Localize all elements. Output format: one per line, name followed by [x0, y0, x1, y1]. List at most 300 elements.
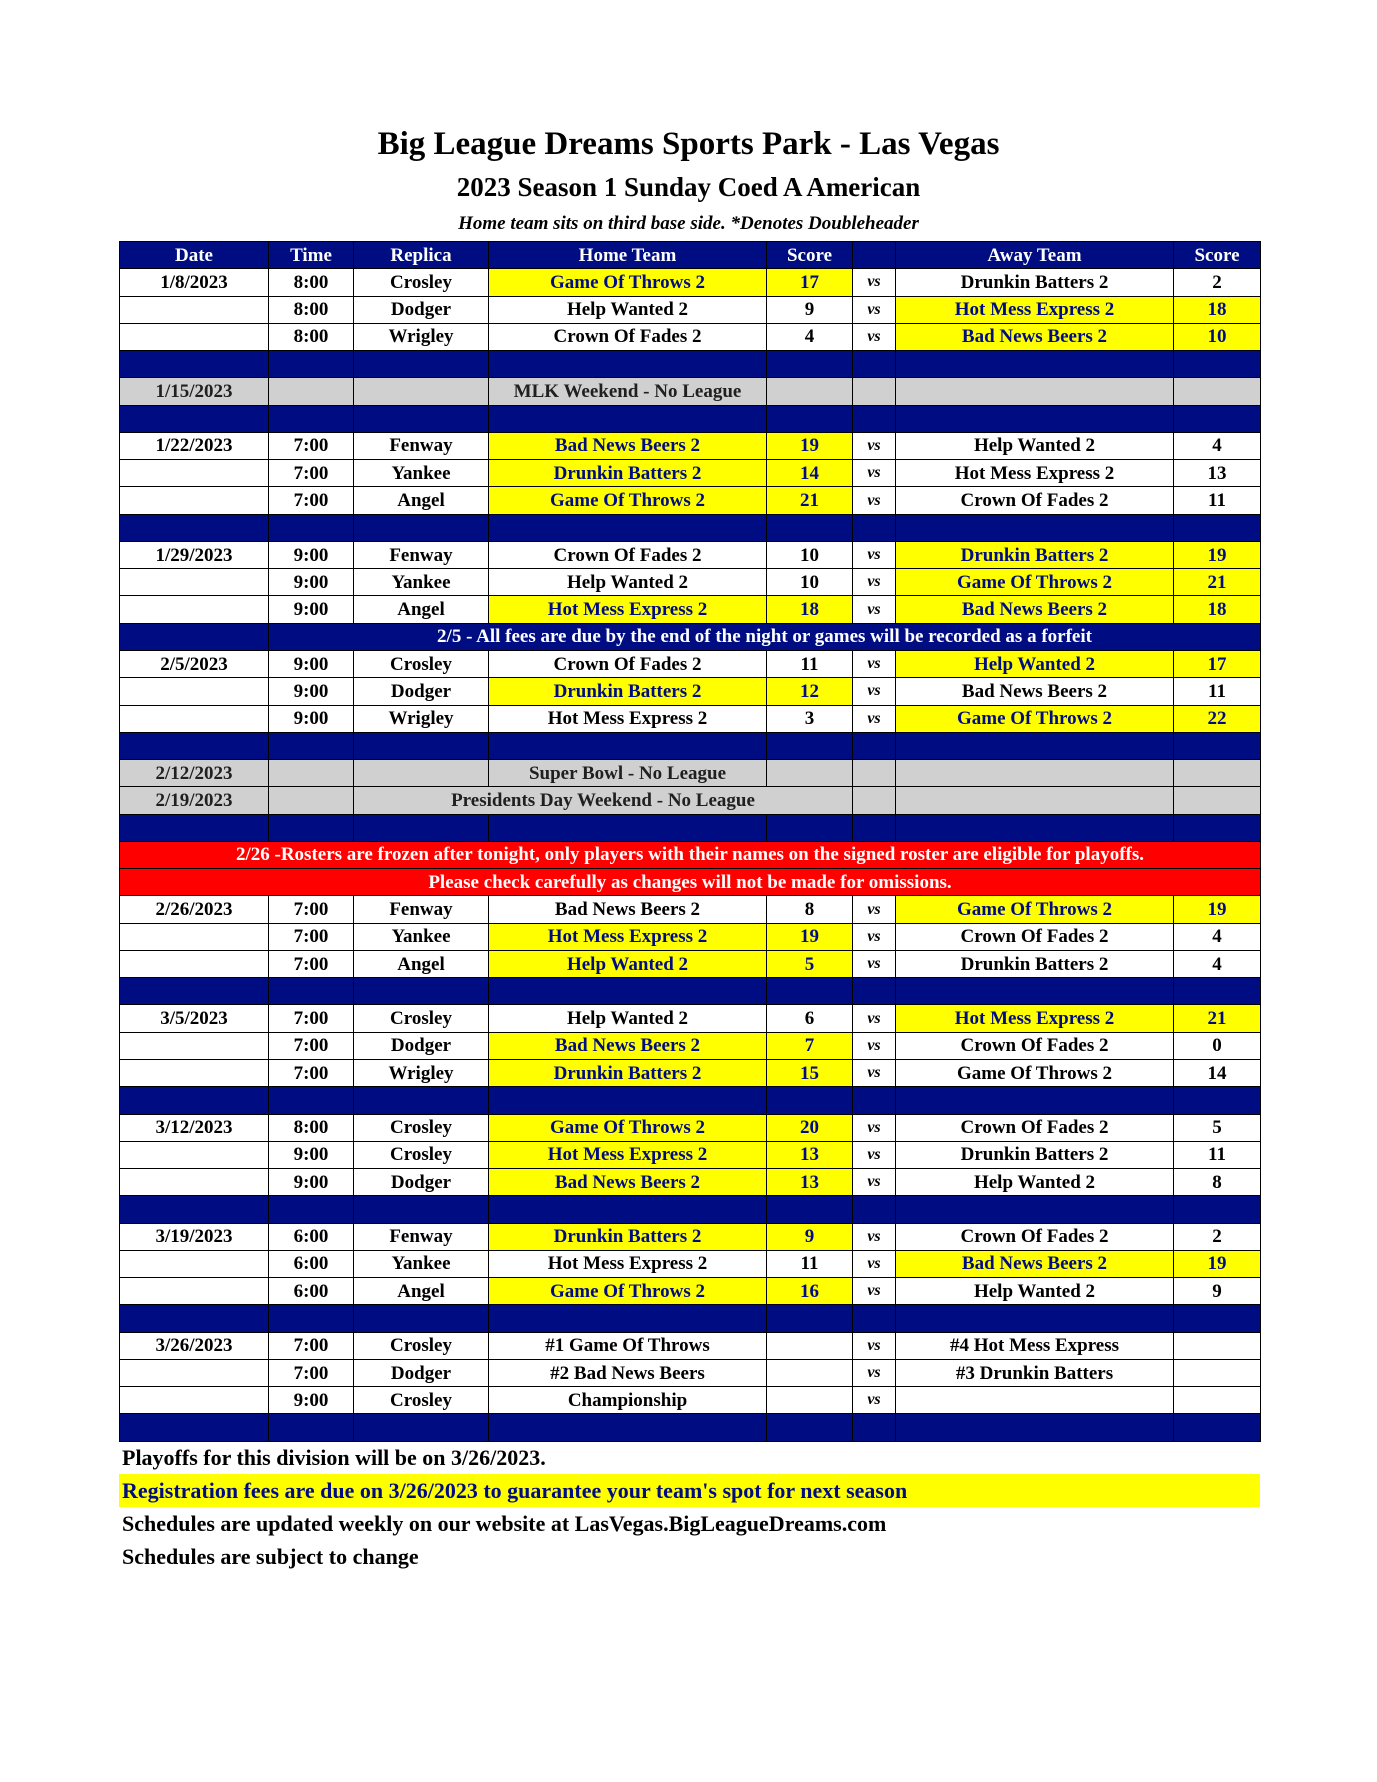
separator-cell	[120, 351, 269, 378]
separator-cell	[1174, 405, 1261, 432]
vs-label: vs	[853, 269, 896, 296]
away-score	[1174, 1359, 1261, 1386]
game-date	[120, 323, 269, 350]
separator-row	[120, 1305, 1261, 1332]
vs-label: vs	[853, 1114, 896, 1141]
separator-cell	[853, 1196, 896, 1223]
separator-cell	[269, 1414, 354, 1441]
vs-label: vs	[853, 596, 896, 623]
game-time: 7:00	[269, 432, 354, 459]
separator-cell	[896, 1414, 1174, 1441]
home-team: Help Wanted 2	[489, 569, 767, 596]
separator-cell	[767, 1196, 853, 1223]
game-row	[120, 1359, 1261, 1386]
game-date	[120, 1387, 269, 1414]
vs-label: vs	[853, 923, 896, 950]
vs-label: vs	[853, 1169, 896, 1196]
away-team: #3 Drunkin Batters	[896, 1359, 1174, 1386]
home-team: Bad News Beers 2	[489, 1032, 767, 1059]
time-cell	[269, 787, 354, 814]
away-team: Hot Mess Express 2	[896, 1005, 1174, 1032]
roster-notice-text: 2/26 -Rosters are frozen after tonight, only players with their names on the signed roster are eligible for playoffs.	[120, 841, 1261, 868]
separator-cell	[120, 1305, 269, 1332]
separator-cell	[269, 732, 354, 759]
empty-cell	[896, 760, 1174, 787]
vs-label: vs	[853, 1332, 896, 1359]
home-team: Championship	[489, 1387, 767, 1414]
game-time: 9:00	[269, 1141, 354, 1168]
replica-field: Angel	[354, 1278, 489, 1305]
home-team: Game Of Throws 2	[489, 269, 767, 296]
game-time: 7:00	[269, 950, 354, 977]
replica-cell	[354, 760, 489, 787]
game-row	[120, 650, 1261, 677]
game-row	[120, 1141, 1261, 1168]
separator-cell	[1174, 1414, 1261, 1441]
away-score: 11	[1174, 678, 1261, 705]
separator-cell	[354, 351, 489, 378]
vs-label: vs	[853, 650, 896, 677]
replica-field: Wrigley	[354, 1059, 489, 1086]
game-row	[120, 1278, 1261, 1305]
separator-row	[120, 1414, 1261, 1441]
column-header-away-team: Away Team	[896, 242, 1174, 269]
vs-label: vs	[853, 1005, 896, 1032]
replica-field: Dodger	[354, 1169, 489, 1196]
game-time: 7:00	[269, 923, 354, 950]
game-row	[120, 678, 1261, 705]
replica-field: Angel	[354, 596, 489, 623]
home-team: Help Wanted 2	[489, 296, 767, 323]
home-score: 15	[767, 1059, 853, 1086]
separator-cell	[489, 514, 767, 541]
game-row	[120, 1250, 1261, 1277]
separator-cell	[269, 814, 354, 841]
away-score: 10	[1174, 323, 1261, 350]
separator-cell	[354, 1087, 489, 1114]
separator-cell	[767, 732, 853, 759]
vs-label: vs	[853, 1278, 896, 1305]
replica-field: Crosley	[354, 1387, 489, 1414]
home-score: 19	[767, 432, 853, 459]
game-date: 2/26/2023	[120, 896, 269, 923]
home-score: 6	[767, 1005, 853, 1032]
home-team: #2 Bad News Beers	[489, 1359, 767, 1386]
home-team: Bad News Beers 2	[489, 432, 767, 459]
replica-field: Crosley	[354, 1005, 489, 1032]
home-team: Bad News Beers 2	[489, 1169, 767, 1196]
separator-cell	[896, 814, 1174, 841]
game-date	[120, 1250, 269, 1277]
replica-field: Dodger	[354, 296, 489, 323]
game-row	[120, 460, 1261, 487]
replica-field: Fenway	[354, 896, 489, 923]
game-date: 1/8/2023	[120, 269, 269, 296]
away-team: Hot Mess Express 2	[896, 296, 1174, 323]
no-league-text: Super Bowl - No League	[489, 760, 767, 787]
vs-label: vs	[853, 1387, 896, 1414]
away-score: 4	[1174, 432, 1261, 459]
game-time: 8:00	[269, 296, 354, 323]
home-score: 10	[767, 541, 853, 568]
replica-field: Crosley	[354, 650, 489, 677]
home-score: 13	[767, 1141, 853, 1168]
empty-cell	[896, 787, 1174, 814]
game-row	[120, 323, 1261, 350]
separator-cell	[120, 1196, 269, 1223]
separator-cell	[489, 814, 767, 841]
game-row	[120, 705, 1261, 732]
away-team: Bad News Beers 2	[896, 596, 1174, 623]
home-team: Game Of Throws 2	[489, 487, 767, 514]
game-row	[120, 269, 1261, 296]
separator-cell	[853, 1305, 896, 1332]
game-row	[120, 1169, 1261, 1196]
vs-label: vs	[853, 432, 896, 459]
away-team: Drunkin Batters 2	[896, 1141, 1174, 1168]
away-score: 9	[1174, 1278, 1261, 1305]
home-score	[767, 1332, 853, 1359]
schedule-table	[119, 241, 1261, 1442]
separator-cell	[896, 732, 1174, 759]
away-score: 4	[1174, 923, 1261, 950]
away-score: 18	[1174, 596, 1261, 623]
separator-cell	[1174, 351, 1261, 378]
away-score: 17	[1174, 650, 1261, 677]
separator-cell	[1174, 1087, 1261, 1114]
away-team: Crown Of Fades 2	[896, 923, 1174, 950]
empty-cell	[1174, 760, 1261, 787]
separator-cell	[269, 1087, 354, 1114]
separator-row	[120, 405, 1261, 432]
replica-cell	[354, 378, 489, 405]
away-team: Crown Of Fades 2	[896, 1223, 1174, 1250]
replica-field: Wrigley	[354, 705, 489, 732]
separator-cell	[896, 351, 1174, 378]
empty-cell	[853, 760, 896, 787]
separator-row	[120, 814, 1261, 841]
game-row	[120, 569, 1261, 596]
separator-cell	[1174, 732, 1261, 759]
replica-field: Dodger	[354, 678, 489, 705]
away-team: Crown Of Fades 2	[896, 1032, 1174, 1059]
game-row	[120, 1005, 1261, 1032]
game-date: 3/26/2023	[120, 1332, 269, 1359]
home-team: Drunkin Batters 2	[489, 1223, 767, 1250]
replica-field: Yankee	[354, 1250, 489, 1277]
away-team: Help Wanted 2	[896, 650, 1174, 677]
separator-cell	[354, 814, 489, 841]
game-time: 9:00	[269, 1169, 354, 1196]
game-date	[120, 296, 269, 323]
separator-cell	[767, 1414, 853, 1441]
game-time: 6:00	[269, 1223, 354, 1250]
away-team: Game Of Throws 2	[896, 569, 1174, 596]
away-team: Drunkin Batters 2	[896, 541, 1174, 568]
game-row	[120, 1032, 1261, 1059]
game-date	[120, 487, 269, 514]
vs-label: vs	[853, 323, 896, 350]
away-team: Game Of Throws 2	[896, 896, 1174, 923]
game-row	[120, 541, 1261, 568]
game-date: 2/12/2023	[120, 760, 269, 787]
vs-label: vs	[853, 1141, 896, 1168]
separator-cell	[767, 405, 853, 432]
empty-cell	[120, 623, 269, 650]
schedule-note: Home team sits on third base side. *Denotes Doubleheader	[458, 213, 919, 234]
separator-row	[120, 351, 1261, 378]
home-team: Hot Mess Express 2	[489, 596, 767, 623]
separator-cell	[120, 1414, 269, 1441]
away-score	[1174, 1387, 1261, 1414]
time-cell	[269, 760, 354, 787]
away-score: 19	[1174, 1250, 1261, 1277]
separator-cell	[896, 1305, 1174, 1332]
separator-cell	[853, 978, 896, 1005]
separator-cell	[120, 978, 269, 1005]
game-row	[120, 1114, 1261, 1141]
game-time: 9:00	[269, 650, 354, 677]
replica-field: Dodger	[354, 1359, 489, 1386]
replica-field: Yankee	[354, 923, 489, 950]
home-team: Hot Mess Express 2	[489, 1141, 767, 1168]
separator-cell	[269, 514, 354, 541]
separator-cell	[853, 1414, 896, 1441]
home-score	[767, 1387, 853, 1414]
vs-label: vs	[853, 678, 896, 705]
game-time: 8:00	[269, 269, 354, 296]
game-date	[120, 596, 269, 623]
empty-cell	[767, 760, 853, 787]
separator-cell	[354, 978, 489, 1005]
no-league-text: Presidents Day Weekend - No League	[354, 787, 853, 814]
game-date: 2/5/2023	[120, 650, 269, 677]
game-time: 7:00	[269, 460, 354, 487]
away-team: Bad News Beers 2	[896, 678, 1174, 705]
no-league-row	[120, 787, 1261, 814]
away-team: Bad News Beers 2	[896, 323, 1174, 350]
website-note: Schedules are updated weekly on our website at LasVegas.BigLeagueDreams.com	[122, 1511, 887, 1536]
home-score: 20	[767, 1114, 853, 1141]
separator-cell	[1174, 514, 1261, 541]
game-date: 1/29/2023	[120, 541, 269, 568]
vs-label: vs	[853, 296, 896, 323]
separator-cell	[767, 514, 853, 541]
game-date: 3/19/2023	[120, 1223, 269, 1250]
replica-field: Crosley	[354, 269, 489, 296]
game-time: 7:00	[269, 1032, 354, 1059]
registration-fees-note: Registration fees are due on 3/26/2023 to guarantee your team's spot for next season	[119, 1474, 1260, 1507]
separator-cell	[269, 405, 354, 432]
away-score: 2	[1174, 1223, 1261, 1250]
column-header-replica: Replica	[354, 242, 489, 269]
home-score: 12	[767, 678, 853, 705]
replica-field: Fenway	[354, 1223, 489, 1250]
separator-cell	[1174, 814, 1261, 841]
away-team: Drunkin Batters 2	[896, 269, 1174, 296]
home-score: 11	[767, 650, 853, 677]
home-team: Hot Mess Express 2	[489, 705, 767, 732]
separator-cell	[489, 978, 767, 1005]
replica-field: Wrigley	[354, 323, 489, 350]
home-score: 18	[767, 596, 853, 623]
separator-cell	[354, 1414, 489, 1441]
away-team: Drunkin Batters 2	[896, 950, 1174, 977]
vs-label: vs	[853, 1250, 896, 1277]
fees-notice-text: 2/5 - All fees are due by the end of the night or games will be recorded as a forfeit	[269, 623, 1261, 650]
separator-cell	[269, 1305, 354, 1332]
separator-cell	[853, 1087, 896, 1114]
game-row	[120, 296, 1261, 323]
game-date: 1/15/2023	[120, 378, 269, 405]
game-row	[120, 896, 1261, 923]
home-score: 3	[767, 705, 853, 732]
game-row	[120, 432, 1261, 459]
roster-notice-row	[120, 841, 1261, 868]
home-score: 8	[767, 896, 853, 923]
away-team: Help Wanted 2	[896, 1278, 1174, 1305]
separator-row	[120, 978, 1261, 1005]
empty-cell	[767, 378, 853, 405]
separator-cell	[489, 732, 767, 759]
home-team: Bad News Beers 2	[489, 896, 767, 923]
home-score: 13	[767, 1169, 853, 1196]
separator-cell	[767, 351, 853, 378]
game-date: 3/5/2023	[120, 1005, 269, 1032]
replica-field: Yankee	[354, 460, 489, 487]
column-header-vs	[853, 242, 896, 269]
page-title: Big League Dreams Sports Park - Las Vegas	[377, 126, 1000, 162]
separator-cell	[489, 1196, 767, 1223]
separator-cell	[354, 732, 489, 759]
separator-cell	[354, 1196, 489, 1223]
vs-label: vs	[853, 1359, 896, 1386]
home-team: Drunkin Batters 2	[489, 460, 767, 487]
empty-cell	[896, 378, 1174, 405]
game-time: 9:00	[269, 678, 354, 705]
separator-cell	[767, 978, 853, 1005]
column-header-away-score: Score	[1174, 242, 1261, 269]
home-team: Help Wanted 2	[489, 950, 767, 977]
time-cell	[269, 378, 354, 405]
away-score: 11	[1174, 487, 1261, 514]
away-team: Crown Of Fades 2	[896, 1114, 1174, 1141]
game-date	[120, 1141, 269, 1168]
away-score: 22	[1174, 705, 1261, 732]
separator-cell	[354, 405, 489, 432]
vs-label: vs	[853, 487, 896, 514]
vs-label: vs	[853, 460, 896, 487]
away-team: #4 Hot Mess Express	[896, 1332, 1174, 1359]
separator-cell	[896, 978, 1174, 1005]
game-date	[120, 1032, 269, 1059]
game-time: 7:00	[269, 487, 354, 514]
away-score: 11	[1174, 1141, 1261, 1168]
separator-cell	[767, 1305, 853, 1332]
game-date	[120, 1169, 269, 1196]
schedule-change-note: Schedules are subject to change	[122, 1544, 419, 1569]
replica-field: Yankee	[354, 569, 489, 596]
separator-cell	[120, 1087, 269, 1114]
vs-label: vs	[853, 541, 896, 568]
game-date: 2/19/2023	[120, 787, 269, 814]
game-time: 6:00	[269, 1278, 354, 1305]
away-score: 5	[1174, 1114, 1261, 1141]
game-row	[120, 1059, 1261, 1086]
separator-cell	[767, 1087, 853, 1114]
separator-cell	[120, 814, 269, 841]
separator-row	[120, 1196, 1261, 1223]
empty-cell	[1174, 378, 1261, 405]
separator-cell	[896, 405, 1174, 432]
game-date	[120, 460, 269, 487]
home-score: 14	[767, 460, 853, 487]
home-score: 5	[767, 950, 853, 977]
away-score	[1174, 1332, 1261, 1359]
game-date: 3/12/2023	[120, 1114, 269, 1141]
column-header-date: Date	[120, 242, 269, 269]
no-league-text: MLK Weekend - No League	[489, 378, 767, 405]
home-team: Game Of Throws 2	[489, 1114, 767, 1141]
game-row	[120, 923, 1261, 950]
home-score: 10	[767, 569, 853, 596]
game-time: 7:00	[269, 896, 354, 923]
replica-field: Fenway	[354, 432, 489, 459]
away-score: 0	[1174, 1032, 1261, 1059]
home-score: 17	[767, 269, 853, 296]
home-team: Crown Of Fades 2	[489, 541, 767, 568]
game-row	[120, 1387, 1261, 1414]
away-team: Bad News Beers 2	[896, 1250, 1174, 1277]
home-score: 9	[767, 296, 853, 323]
game-time: 7:00	[269, 1359, 354, 1386]
empty-cell	[1174, 787, 1261, 814]
away-score: 8	[1174, 1169, 1261, 1196]
separator-row	[120, 732, 1261, 759]
away-score: 4	[1174, 950, 1261, 977]
game-time: 7:00	[269, 1059, 354, 1086]
schedule-body	[120, 242, 1261, 1442]
home-team: Drunkin Batters 2	[489, 1059, 767, 1086]
home-team: #1 Game Of Throws	[489, 1332, 767, 1359]
separator-cell	[120, 732, 269, 759]
home-score: 21	[767, 487, 853, 514]
game-date	[120, 950, 269, 977]
separator-cell	[853, 405, 896, 432]
home-team: Game Of Throws 2	[489, 1278, 767, 1305]
vs-label: vs	[853, 896, 896, 923]
away-score: 19	[1174, 541, 1261, 568]
separator-cell	[1174, 1196, 1261, 1223]
away-score: 13	[1174, 460, 1261, 487]
separator-cell	[489, 1414, 767, 1441]
separator-cell	[853, 814, 896, 841]
separator-cell	[120, 405, 269, 432]
away-score: 21	[1174, 569, 1261, 596]
replica-field: Crosley	[354, 1141, 489, 1168]
away-team: Game Of Throws 2	[896, 1059, 1174, 1086]
home-team: Hot Mess Express 2	[489, 923, 767, 950]
game-time: 9:00	[269, 1387, 354, 1414]
separator-row	[120, 514, 1261, 541]
column-header-time: Time	[269, 242, 354, 269]
separator-cell	[1174, 978, 1261, 1005]
away-team	[896, 1387, 1174, 1414]
vs-label: vs	[853, 1059, 896, 1086]
game-row	[120, 596, 1261, 623]
away-team: Help Wanted 2	[896, 1169, 1174, 1196]
game-date	[120, 1359, 269, 1386]
